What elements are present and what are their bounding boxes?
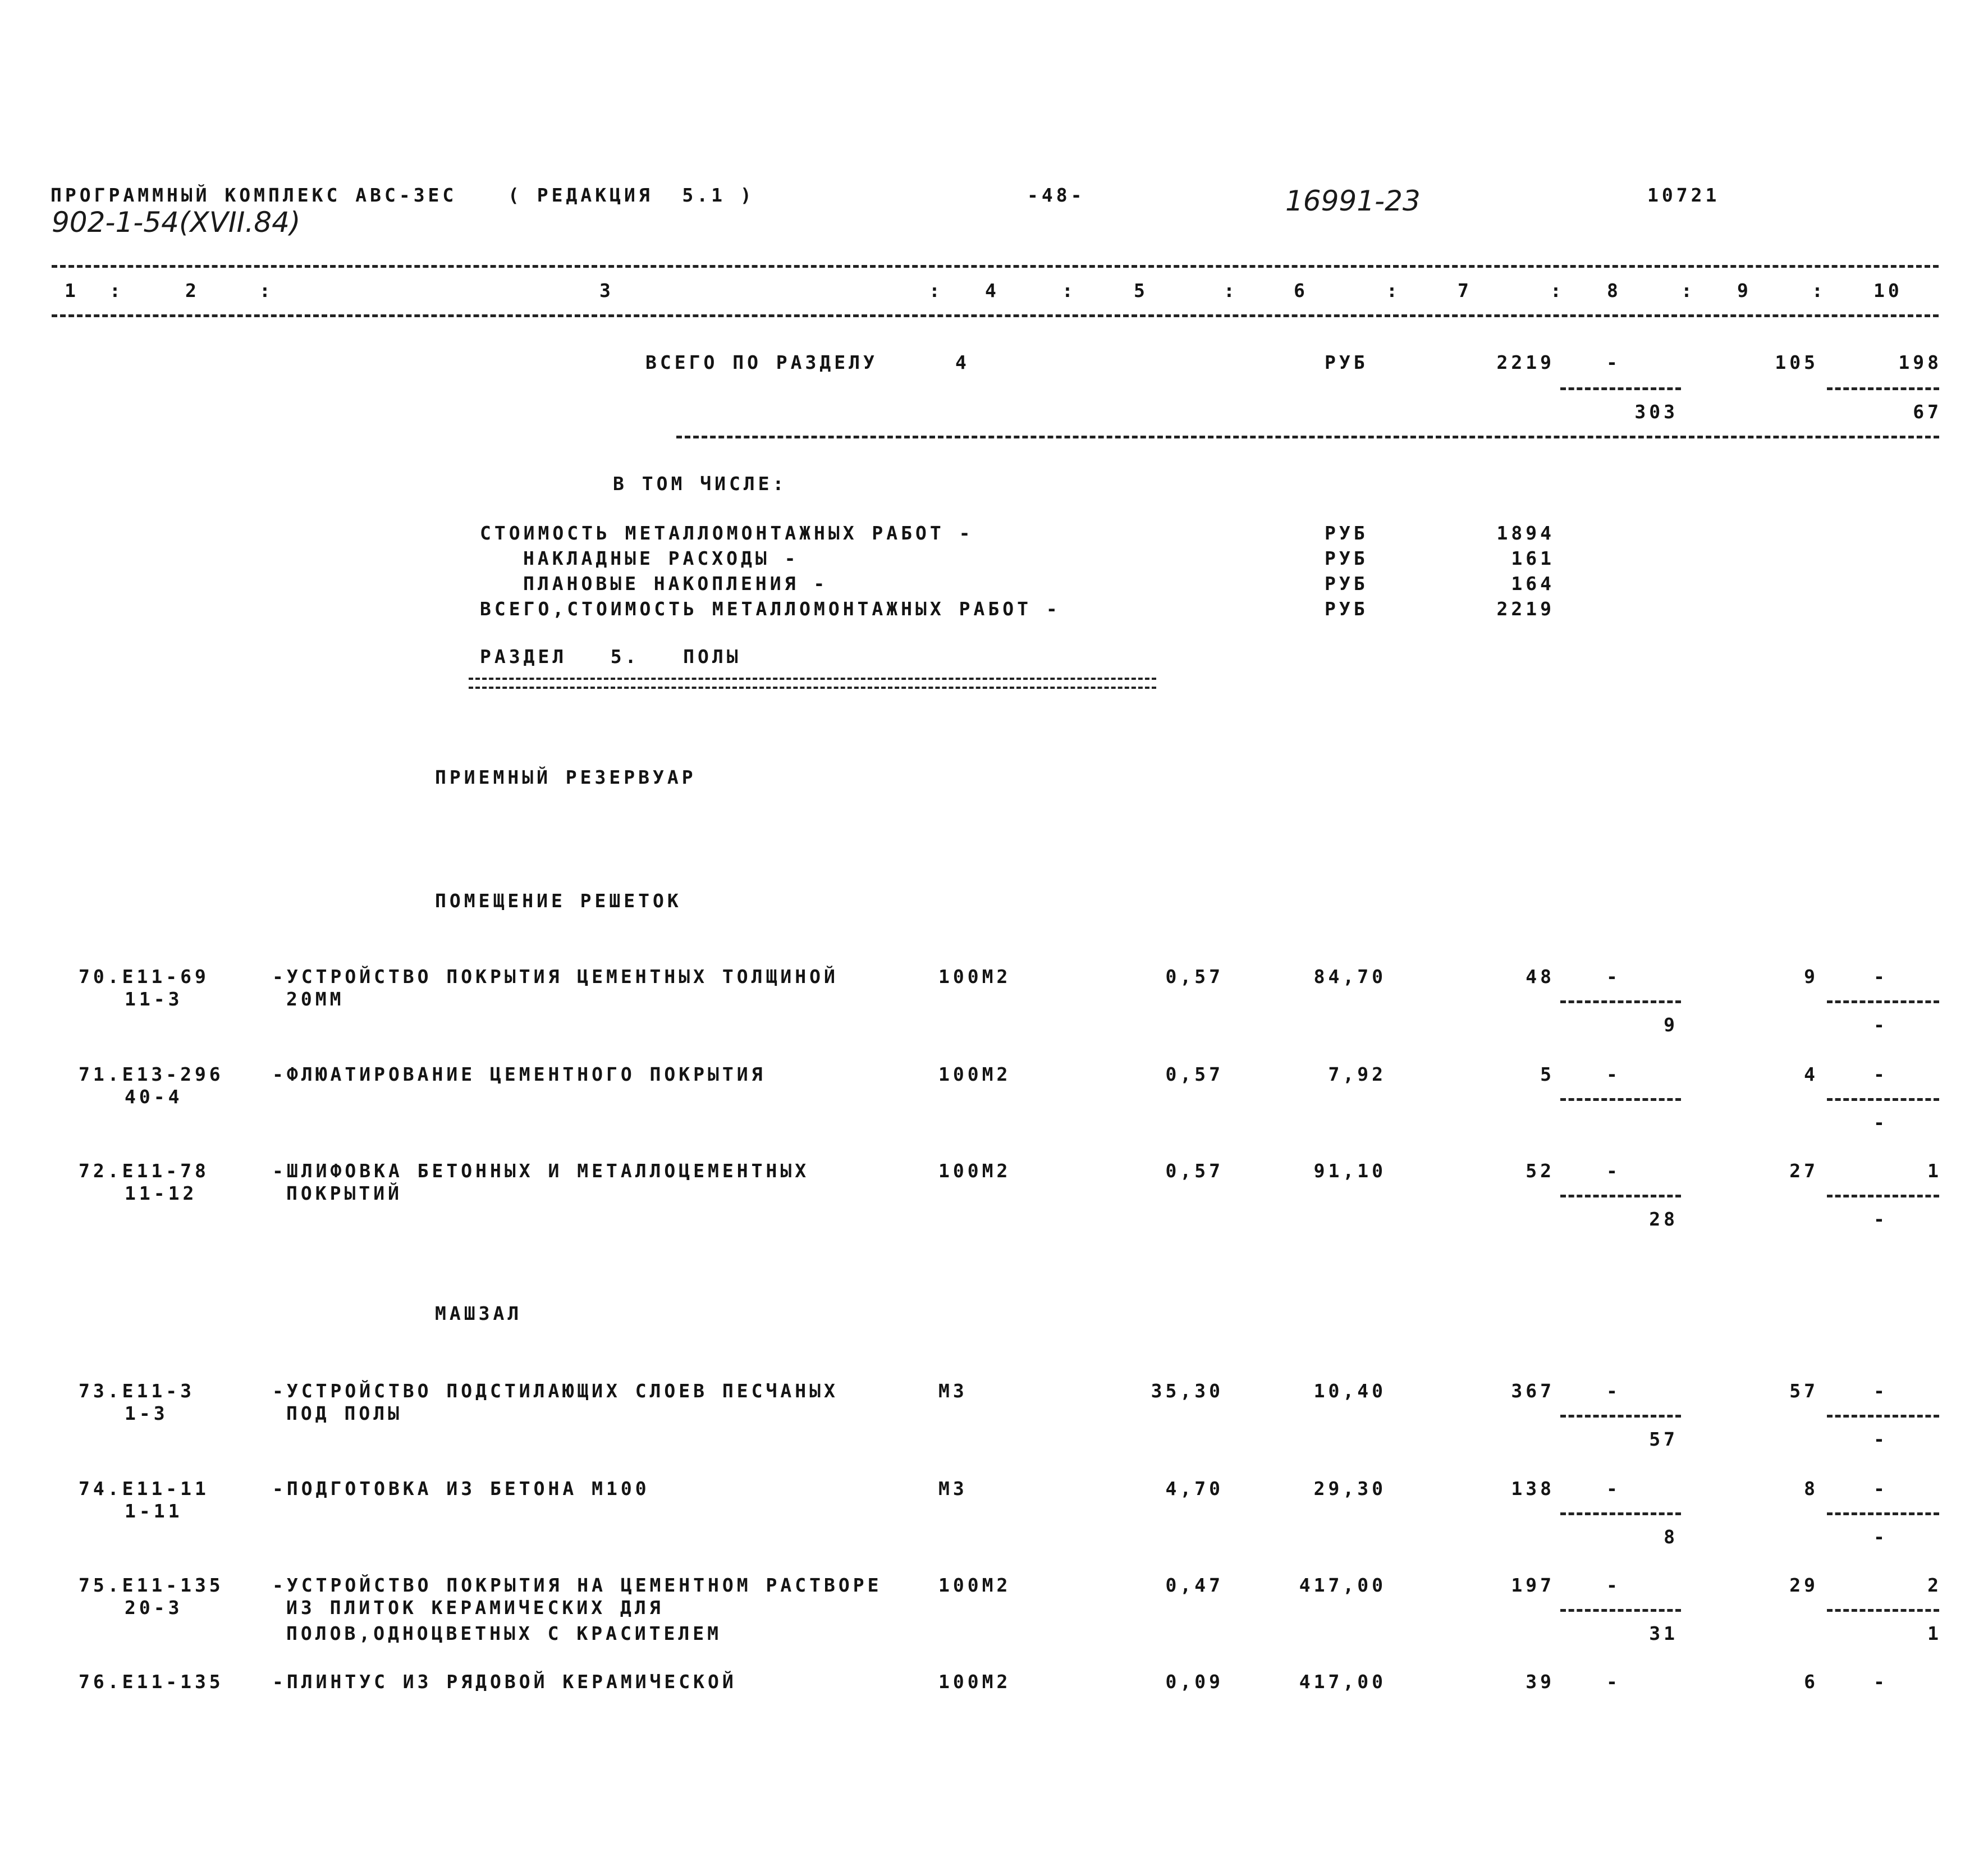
col-2: 2 [185,280,200,301]
section-total-c10-below: 67 [1913,401,1942,423]
row-desc: ПОЛОВ,ОДНОЦВЕТНЫХ С КРАСИТЕЛЕМ [286,1622,722,1644]
row-num: 75.Е11-135 [79,1574,224,1596]
row-c10: - [1874,1671,1888,1693]
col-9: 9 [1737,280,1752,301]
row-c10-below: 1 [1927,1622,1942,1644]
col-sep: : [1681,280,1696,301]
code: 10721 [1647,184,1720,206]
col-7: 7 [1458,280,1472,301]
row-c7: 39 [1526,1671,1555,1693]
section-title: РАЗДЕЛ 5. ПОЛЫ [480,646,741,668]
including-label: ПЛАНОВЫЕ НАКОПЛЕНИЯ - [523,573,828,595]
row-sub: 40-4 [125,1086,183,1108]
row-desc: -ПОДГОТОВКА ИЗ БЕТОНА М100 [272,1478,650,1500]
row-sub: 1-3 [125,1402,168,1424]
row-c8-below: 28 [1649,1208,1678,1230]
fraction-rule [1560,1195,1681,1197]
row-price: 417,00 [1299,1574,1386,1596]
row-c7: 367 [1511,1380,1555,1402]
header-rule-top [52,265,1939,268]
program-name: ПРОГРАММНЫЙ КОМПЛЕКС АВС-ЗЕС [51,184,457,206]
row-desc: ИЗ ПЛИТОК КЕРАМИЧЕСКИХ ДЛЯ [286,1597,664,1619]
row-c8: - [1606,1574,1621,1596]
row-c10: 1 [1927,1160,1942,1182]
row-num: 73.Е11-3 [79,1380,195,1402]
col-sep: : [1224,280,1238,301]
row-num: 71.Е13-296 [79,1063,224,1085]
row-price: 10,40 [1313,1380,1386,1402]
fraction-rule [1560,1098,1681,1101]
row-desc: -УСТРОЙСТВО ПОКРЫТИЯ ЦЕМЕНТНЫХ ТОЛЩИНОЙ [272,966,839,988]
fraction-rule [1827,1512,1939,1515]
row-c10-below: - [1874,1208,1888,1230]
row-price: 7,92 [1328,1063,1386,1085]
row-c7: 138 [1511,1478,1555,1500]
row-unit: 100М2 [938,1063,1011,1085]
col-sep: : [929,280,943,301]
section-total-number: 4 [955,351,970,373]
row-sub: 11-3 [125,988,183,1010]
fraction-rule [1827,1098,1939,1101]
row-c10: - [1874,1380,1888,1402]
row-c8: - [1606,1478,1621,1500]
row-c10-below: - [1874,1112,1888,1133]
row-desc: -ШЛИФОВКА БЕТОННЫХ И МЕТАЛЛОЦЕМЕНТНЫХ [272,1160,810,1182]
col-10: 10 [1874,280,1903,301]
row-desc: ПОКРЫТИЙ [286,1182,402,1204]
row-unit: М3 [938,1478,968,1500]
row-desc: -ПЛИНТУС ИЗ РЯДОВОЙ КЕРАМИЧЕСКОЙ [272,1671,737,1693]
row-sub: 1-11 [125,1500,183,1522]
row-c7: 197 [1511,1574,1555,1596]
including-value: 1894 [1496,522,1555,544]
row-c10-below: - [1874,1428,1888,1450]
fraction-rule [1560,1000,1681,1003]
header-rule-bottom [52,314,1939,317]
section-total-c8-below: 303 [1634,401,1678,423]
row-qty: 0,57 [1165,1063,1224,1085]
row-c8: - [1606,1160,1621,1182]
including-label: СТОИМОСТЬ МЕТАЛЛОМОНТАЖНЫХ РАБОТ - [480,522,974,544]
fraction-rule [1827,1415,1939,1418]
col-6: 6 [1294,280,1308,301]
col-4: 4 [985,280,1000,301]
fraction-rule [1827,1609,1939,1612]
including-label: ВСЕГО,СТОИМОСТЬ МЕТАЛЛОМОНТАЖНЫХ РАБОТ - [480,598,1061,620]
subhead-reservoir: ПРИЕМНЫЙ РЕЗЕРВУАР [435,766,697,788]
section-total-rule [676,436,1939,438]
row-c10: - [1874,1478,1888,1500]
row-qty: 0,57 [1165,1160,1224,1182]
row-num: 70.Е11-69 [79,966,209,988]
col-3: 3 [599,280,614,301]
row-qty: 0,47 [1165,1574,1224,1596]
col-sep: : [109,280,124,301]
row-unit: 100М2 [938,1574,1011,1596]
row-c9: 57 [1789,1380,1818,1402]
row-desc: -УСТРОЙСТВО ПОКРЫТИЯ НА ЦЕМЕНТНОМ РАСТВОРЕ [272,1574,882,1596]
including-value: 161 [1511,547,1555,569]
row-desc: ПОД ПОЛЫ [286,1402,402,1424]
row-num: 76.Е11-135 [79,1671,224,1693]
row-qty: 4,70 [1165,1478,1224,1500]
including-unit: РУБ [1325,522,1368,544]
row-num: 74.Е11-11 [79,1478,209,1500]
row-c9: 8 [1804,1478,1818,1500]
row-sub: 11-12 [125,1182,198,1204]
row-sub: 20-3 [125,1597,183,1619]
row-c7: 52 [1526,1160,1555,1182]
col-sep: : [1812,280,1826,301]
col-5: 5 [1134,280,1148,301]
row-c9: 6 [1804,1671,1818,1693]
row-qty: 0,57 [1165,966,1224,988]
row-c8: - [1606,966,1621,988]
row-price: 84,70 [1313,966,1386,988]
row-price: 417,00 [1299,1671,1386,1693]
row-c10: - [1874,966,1888,988]
section-total-c8: - [1606,351,1621,373]
section-title-underline [469,678,1156,689]
col-8: 8 [1607,280,1621,301]
fraction-rule [1560,1512,1681,1515]
row-c9: 4 [1804,1063,1818,1085]
including-title: В ТОМ ЧИСЛЕ: [613,473,787,495]
section-total-c10: 198 [1898,351,1942,373]
row-c8: - [1606,1671,1621,1693]
page-number: -48- [1027,184,1085,206]
subhead-machine-hall: МАШЗАЛ [435,1302,523,1324]
row-c8-below: 8 [1664,1526,1678,1548]
including-value: 164 [1511,573,1555,595]
row-desc: -ФЛЮАТИРОВАНИЕ ЦЕМЕНТНОГО ПОКРЫТИЯ [272,1063,766,1085]
row-unit: 100М2 [938,1160,1011,1182]
row-c10-below: - [1874,1014,1888,1036]
row-qty: 0,09 [1165,1671,1224,1693]
row-c9: 29 [1789,1574,1818,1596]
c10-fraction-rule [1827,387,1939,390]
col-sep: : [1062,280,1077,301]
section-total-c7: 2219 [1496,351,1555,373]
row-c10-below: - [1874,1526,1888,1548]
section-total-c9: 105 [1775,351,1818,373]
row-c8-below: 57 [1649,1428,1678,1450]
c8-fraction-rule [1560,387,1681,390]
col-1: 1 [65,280,79,301]
fraction-rule [1827,1000,1939,1003]
section-total-label: ВСЕГО ПО РАЗДЕЛУ [645,351,878,373]
col-sep: : [259,280,274,301]
including-label: НАКЛАДНЫЕ РАСХОДЫ - [523,547,799,569]
row-c7: 5 [1540,1063,1555,1085]
including-value: 2219 [1496,598,1555,620]
row-c9: 27 [1789,1160,1818,1182]
row-price: 29,30 [1313,1478,1386,1500]
fraction-rule [1560,1609,1681,1612]
edition: ( РЕДАКЦИЯ 5.1 ) [508,184,755,206]
row-c10: 2 [1927,1574,1942,1596]
row-c8-below: 9 [1664,1014,1678,1036]
subhead-grates: ПОМЕЩЕНИЕ РЕШЕТОК [435,890,682,912]
row-c9: 9 [1804,966,1818,988]
col-sep: : [1550,280,1565,301]
including-unit: РУБ [1325,573,1368,595]
row-price: 91,10 [1313,1160,1386,1182]
row-num: 72.Е11-78 [79,1160,209,1182]
fraction-rule [1560,1415,1681,1418]
col-sep: : [1386,280,1401,301]
fraction-rule [1827,1195,1939,1197]
including-unit: РУБ [1325,598,1368,620]
project-code: 902-1-54(XVII.84) [52,206,301,239]
including-unit: РУБ [1325,547,1368,569]
section-total-unit: РУБ [1325,351,1368,373]
row-c7: 48 [1526,966,1555,988]
row-unit: М3 [938,1380,968,1402]
row-c8-below: 31 [1649,1622,1678,1644]
row-c8: - [1606,1380,1621,1402]
row-unit: 100М2 [938,1671,1011,1693]
row-c10: - [1874,1063,1888,1085]
doc-number: 16991-23 [1285,185,1421,217]
row-desc: -УСТРОЙСТВО ПОДСТИЛАЮЩИХ СЛОЕВ ПЕСЧАНЫХ [272,1380,839,1402]
row-desc: 20ММ [286,988,345,1010]
row-unit: 100М2 [938,966,1011,988]
row-qty: 35,30 [1151,1380,1224,1402]
row-c8: - [1606,1063,1621,1085]
